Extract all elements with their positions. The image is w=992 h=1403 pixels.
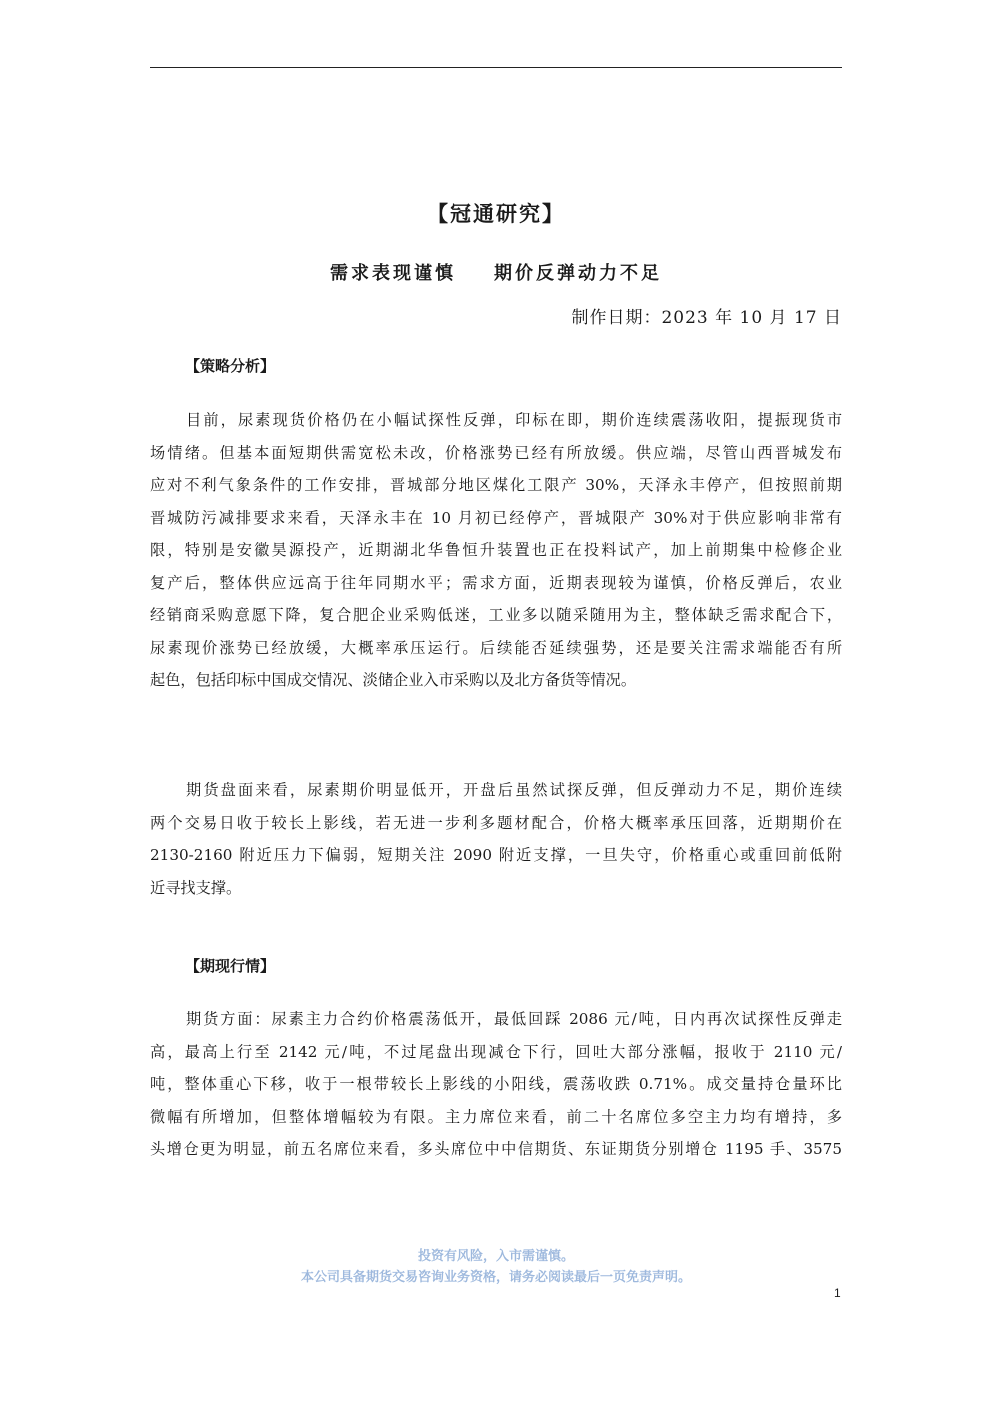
strategy-paragraph-1 <box>150 404 842 697</box>
section-heading-market: 【期现行情】 <box>185 957 276 975</box>
paragraph-line: 限，特别是安徽昊源投产，近期湖北华鲁恒升装置也正在投料试产，加上前期集中检修企业 <box>150 541 842 559</box>
footer-qualification-notice: 本公司具备期货交易咨询业务资格，请务必阅读最后一页免责声明。 <box>300 1270 691 1285</box>
paragraph-line: 近寻找支撑。 <box>150 878 242 897</box>
paragraph-line: 高，最高上行至 2142 元/吨，不过尾盘出现减仓下行，回吐大部分涨幅，报收于 2110 元/ <box>150 1042 842 1061</box>
document-title-part1: 需求表现谨慎 <box>330 263 456 284</box>
market-paragraph <box>150 1003 842 1166</box>
paragraph-line: 场情绪。但基本面短期供需宽松未改，价格涨势已经有所放缓。供应端，尽管山西晋城发布 <box>150 443 842 462</box>
paragraph-line: 微幅有所增加，但整体增幅较为有限。主力席位来看，前二十名席位多空主力均有增持，多 <box>150 1107 842 1126</box>
document-title-part2: 期价反弹动力不足 <box>494 263 662 284</box>
paragraph-line: 期货方面：尿素主力合约价格震荡低开，最低回踩 2086 元/吨，日内再次试探性反弹走 <box>186 1010 842 1028</box>
paragraph-line: 晋城防污减排要求来看，天泽永丰在 10 月初已经停产，晋城限产 30%对于供应影响非常有 <box>150 508 842 527</box>
paragraph-line: 尿素现价涨势已经放缓，大概率承压运行。后续能否延续强势，还是要关注需求端能否有所 <box>150 638 842 657</box>
document-title <box>0 259 992 285</box>
strategy-paragraph-2 <box>150 774 842 904</box>
paragraph-line: 应对不利气象条件的工作安排，晋城部分地区煤化工限产 30%，天泽永丰停产，但按照前期 <box>150 476 842 494</box>
header-rule <box>150 67 842 68</box>
page-number: 1 <box>834 1286 841 1300</box>
paragraph-line: 目前，尿素现货价格仍在小幅试探性反弹，印标在即，期价连续震荡收阳，提振现货市 <box>186 411 842 429</box>
brand-title: 【冠通研究】 <box>427 202 565 226</box>
paragraph-line: 两个交易日收于较长上影线，若无进一步利多题材配合，价格大概率承压回落，近期期价在 <box>150 813 842 832</box>
paragraph-line: 复产后，整体供应远高于往年同期水平；需求方面，近期表现较为谨慎，价格反弹后，农业 <box>150 573 842 592</box>
paragraph-line: 吨，整体重心下移，收于一根带较长上影线的小阳线，震荡收跌 0.71%。成交量持仓量环比 <box>150 1075 842 1093</box>
production-date: 制作日期：2023 年 10 月 17 日 <box>571 308 842 328</box>
footer-risk-notice: 投资有风险，入市需谨慎。 <box>417 1249 574 1264</box>
section-heading-strategy: 【策略分析】 <box>185 357 276 375</box>
paragraph-line: 头增仓更为明显，前五名席位来看，多头席位中中信期货、东证期货分别增仓 1195 手、3575 <box>150 1140 842 1158</box>
paragraph-line: 2130-2160 附近压力下偏弱，短期关注 2090 附近支撑，一旦失守，价格重心或重回前低附 <box>150 846 842 864</box>
paragraph-line: 期货盘面来看，尿素期价明显低开，开盘后虽然试探反弹，但反弹动力不足，期价连续 <box>186 781 842 799</box>
paragraph-line: 经销商采购意愿下降，复合肥企业采购低迷，工业多以随采随用为主，整体缺乏需求配合下， <box>150 606 842 624</box>
paragraph-line: 起色，包括印标中国成交情况、淡储企业入市采购以及北方备货等情况。 <box>150 671 636 689</box>
